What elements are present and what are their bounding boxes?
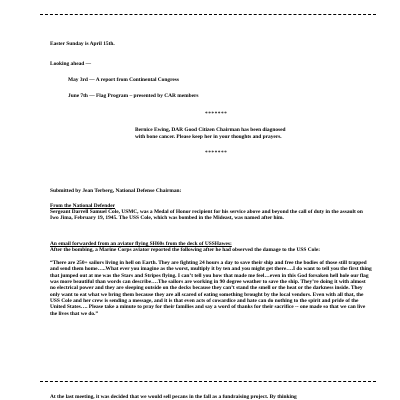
bottom-dashed-rule — [40, 381, 376, 382]
defender-heading: From the National Defender — [50, 203, 116, 209]
email-quote: “There are 250+ sailors living in hell on Earth. They are fighting 24 hours a day to save their ship and free the bodies of those still trapped and send them home…..What ever you imagine as the worst, multiply it by ten and you might get there….I do want to tell you the first thing that jumped out at me was the Stars and Stripes flying. I can’t tell you how that made me feel…even in this God forsaken hell hole our flag was more beautiful than words can describe….The sailors are working in 90 degree weather to save the ship. They’re doing it with almost no electrical power and they are sleeping outside on the decks because they can’t stand the smell or the heat or the darkness inside. They only want to eat what we bring them because they are all scared of eating something brought by the local vendors. Even with all that, the USS Cole and her crew is sending a message, and it is that even acts of cowardice and hate can do nothing to the spirit and pride of the United States…. Please take a minute to pray for their families and say a word of thanks for their sacrifice -- one made so that we can live the lives that we do.” — [50, 260, 372, 317]
separator-stars: ******* — [205, 111, 228, 117]
separator-stars: ******* — [205, 150, 228, 156]
easter-date: Easter Sunday is April 15th. — [50, 41, 115, 47]
notice-line-1: Bernice Ewing, DAR Good Citizen Chairman has been diagnosed — [135, 127, 286, 133]
notice-line-2: with bone cancer. Please keep her in your thoughts and prayers. — [135, 134, 282, 140]
submitted-by: Submitted by Jean Terberg, National Defense Chairman: — [50, 188, 182, 194]
top-dashed-rule — [40, 14, 376, 15]
looking-ahead-heading: Looking ahead — — [50, 61, 92, 67]
event-june: June 7th — Flag Program – presented by CAR members — [68, 93, 199, 99]
email-heading: An email forwarded from an aviator flying SH60s from the deck of USSHawes: — [50, 241, 232, 247]
event-may: May 3rd — A report from Continental Congress — [68, 77, 179, 83]
footer-partial-text: At the last meeting, it was decided that we would sell pecans in the fall as a fundraising project. By thinking — [50, 394, 297, 400]
email-intro: After the bombing, a Marine Corps aviator reported the following after he had observed the damage to the USS Cole: — [50, 247, 321, 253]
defender-text: Sergeant Darrell Samuel Cole, USMC, was a Medal of Honor recipient for his service above and beyond the call of duty in the assault on Iwo Jima, February 19, 1945. The USS Cole, which was bombed in the Mideast, was named after him. — [50, 209, 363, 222]
